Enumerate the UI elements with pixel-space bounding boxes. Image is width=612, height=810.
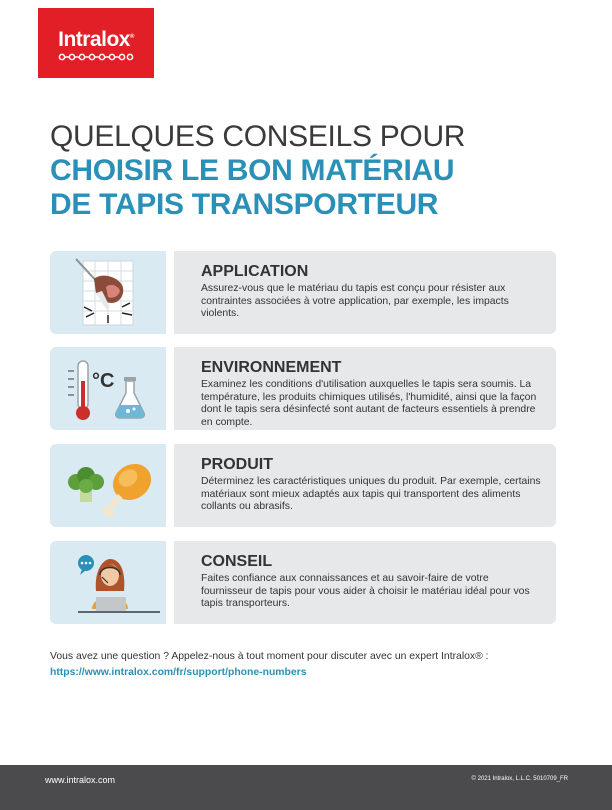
card-icon-panel bbox=[50, 444, 166, 527]
footer-website[interactable]: www.intralox.com bbox=[45, 775, 116, 785]
card-body: Faites confiance aux connaissances et au savoir-faire de votre fournisseur de tapis pour vous aider à choisir le matériau idéal pour vos tapis transporteurs. bbox=[201, 573, 530, 610]
support-agent-icon bbox=[50, 541, 166, 624]
page-title bbox=[50, 120, 465, 222]
card-application bbox=[50, 251, 556, 334]
svg-text:°C: °C bbox=[92, 370, 115, 392]
card-heading: CONSEIL bbox=[201, 553, 273, 570]
footer-copyright: © 2021 Intralox, L.L.C. 5010709_FR bbox=[471, 776, 568, 782]
footer bbox=[0, 765, 612, 810]
card-icon-panel bbox=[50, 347, 166, 430]
card-icon-panel bbox=[50, 251, 166, 334]
chain-icon bbox=[58, 52, 134, 62]
card-text-panel bbox=[174, 444, 556, 527]
card-heading: APPLICATION bbox=[201, 263, 309, 280]
card-produit bbox=[50, 444, 556, 527]
question-text: Vous avez une question ? Appelez-nous à tout moment pour discuter avec un expert Intralox® : bbox=[50, 651, 489, 662]
card-body: Assurez-vous que le matériau du tapis est conçu pour résister aux contraintes associées à votre application, par exemple, les impacts violents. bbox=[201, 283, 509, 320]
title-line-3: DE TAPIS TRANSPORTEUR bbox=[50, 188, 439, 221]
broccoli-chicken-icon bbox=[50, 444, 166, 527]
card-text-panel bbox=[174, 251, 556, 334]
card-environnement bbox=[50, 347, 556, 430]
card-text-panel bbox=[174, 347, 556, 430]
thermometer-flask-icon bbox=[50, 347, 166, 430]
card-body: Examinez les conditions d'utilisation auxquelles le tapis sera soumis. La température, les produits chimiques utilisés, l'humidité, ainsi que la façon dont le tapis sera désinfecté sont autant de facteurs essentiels à prendre en compte. bbox=[201, 379, 537, 428]
title-line-2: CHOISIR LE BON MATÉRIAU bbox=[50, 154, 455, 187]
meat-impact-icon bbox=[50, 251, 166, 334]
card-heading: PRODUIT bbox=[201, 456, 273, 473]
intralox-logo bbox=[38, 8, 154, 78]
card-body: Déterminez les caractéristiques uniques du produit. Par exemple, certains matériaux sont mieux adaptés aux tapis qui transportent des aliments collants ou abrasifs. bbox=[201, 476, 541, 513]
card-conseil bbox=[50, 541, 556, 624]
card-icon-panel bbox=[50, 541, 166, 624]
phone-numbers-link[interactable]: https://www.intralox.com/fr/support/phone-numbers bbox=[50, 667, 307, 678]
card-heading: ENVIRONNEMENT bbox=[201, 359, 342, 376]
title-line-1: QUELQUES CONSEILS POUR bbox=[50, 120, 466, 153]
card-text-panel bbox=[174, 541, 556, 624]
logo-wordmark: Intralox® bbox=[58, 28, 134, 51]
